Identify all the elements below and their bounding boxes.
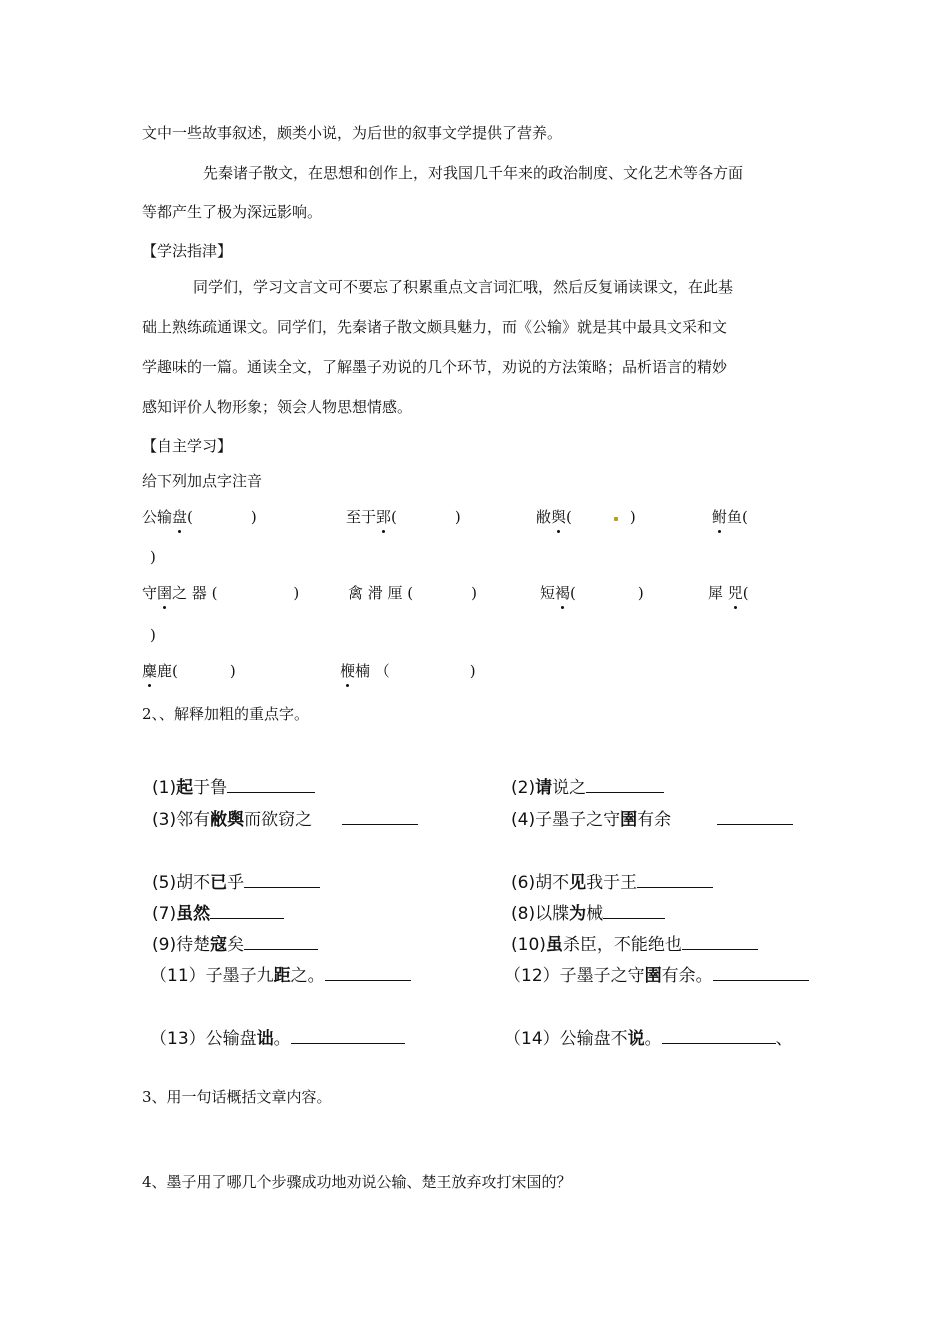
question-prompt: 给下列加点字注音 <box>142 472 263 490</box>
answer-blank[interactable] <box>586 774 664 793</box>
paragraph-line: 感知评价人物形象；领会人物思想情感。 <box>142 398 413 416</box>
pinyin-item: 麋鹿( ) <box>142 662 236 680</box>
pinyin-item: 守圉之 器 ( ) <box>142 584 300 602</box>
pinyin-item: 禽 滑 厘 ( ) <box>348 584 478 602</box>
pinyin-item: 公输盘( ) <box>142 508 257 526</box>
section-title: 4、墨子用了哪几个步骤成功地劝说公输、楚王放弃攻打宋国的？ <box>142 1173 572 1191</box>
paragraph-line: 同学们，学习文言文可不要忘了积累重点文言词汇哦，然后反复诵读课文，在此基 <box>193 278 734 296</box>
vocab-item: (6)胡不见我于王 <box>511 869 713 895</box>
section-heading: 【学法指津】 <box>142 242 233 260</box>
vocab-item: (5)胡不已乎 <box>152 869 320 895</box>
answer-blank[interactable] <box>682 931 758 950</box>
vocab-item: (10)虽杀臣，不能绝也 <box>511 931 758 957</box>
vocab-item: （14）公输盘不说。 、 <box>504 1025 793 1051</box>
answer-blank[interactable] <box>291 1025 405 1044</box>
vocab-item: （13）公输盘诎。 <box>150 1025 405 1051</box>
vocab-item: (7)虽然 <box>152 900 284 926</box>
pinyin-close-paren: ) <box>150 626 156 644</box>
answer-blank[interactable] <box>662 1025 776 1044</box>
answer-blank[interactable] <box>227 774 315 793</box>
answer-blank[interactable] <box>637 869 713 888</box>
pinyin-item: 楩楠 （ ) <box>340 662 476 680</box>
vocab-item: (4)子墨子之守圉有余 <box>511 806 793 832</box>
vocab-item: (9)待楚寇矣 <box>152 931 318 957</box>
answer-blank[interactable] <box>713 962 809 981</box>
answer-blank[interactable] <box>244 869 320 888</box>
paragraph-line: 先秦诸子散文，在思想和创作上，对我国几千年来的政治制度、文化艺术等各方面 <box>203 164 744 182</box>
answer-blank[interactable] <box>717 806 793 825</box>
paragraph-line: 础上熟练疏通课文。同学们，先秦诸子散文颇具魅力，而《公输》就是其中最具文采和文 <box>142 318 728 336</box>
pinyin-close-paren: ) <box>150 548 156 566</box>
pinyin-item: 敝舆( ) <box>536 508 636 526</box>
vocab-item: （12）子墨子之守圉有余。 <box>504 962 809 988</box>
section-title: 3、用一句话概括文章内容。 <box>142 1088 332 1106</box>
ink-speck <box>614 517 618 521</box>
pinyin-item: 犀 兕( <box>708 584 749 602</box>
pinyin-item: 鲋鱼( <box>712 508 748 526</box>
vocab-item: （11）子墨子九距之。 <box>150 962 411 988</box>
pinyin-item: 短褐( ) <box>540 584 644 602</box>
vocab-item: (1)起于鲁 <box>152 774 315 800</box>
paragraph-line: 文中一些故事叙述，颇类小说，为后世的叙事文学提供了营养。 <box>142 124 563 142</box>
section-heading: 【自主学习】 <box>142 437 233 455</box>
paragraph-line: 学趣味的一篇。通读全文，了解墨子劝说的几个环节，劝说的方法策略；品析语言的精妙 <box>142 358 728 376</box>
answer-blank[interactable] <box>244 931 318 950</box>
answer-blank[interactable] <box>325 962 411 981</box>
vocab-item: (2)请说之 <box>511 774 664 800</box>
paragraph-line: 等都产生了极为深远影响。 <box>142 203 323 221</box>
pinyin-item: 至于郢( ) <box>346 508 461 526</box>
answer-blank[interactable] <box>603 900 665 919</box>
vocab-item: (8)以牒为械 <box>511 900 665 926</box>
answer-blank[interactable] <box>210 900 284 919</box>
vocab-item: (3)邻有敝舆而欲窃之 <box>152 806 418 832</box>
section-title: 2、、解释加粗的重点字。 <box>142 705 310 723</box>
answer-blank[interactable] <box>342 806 418 825</box>
